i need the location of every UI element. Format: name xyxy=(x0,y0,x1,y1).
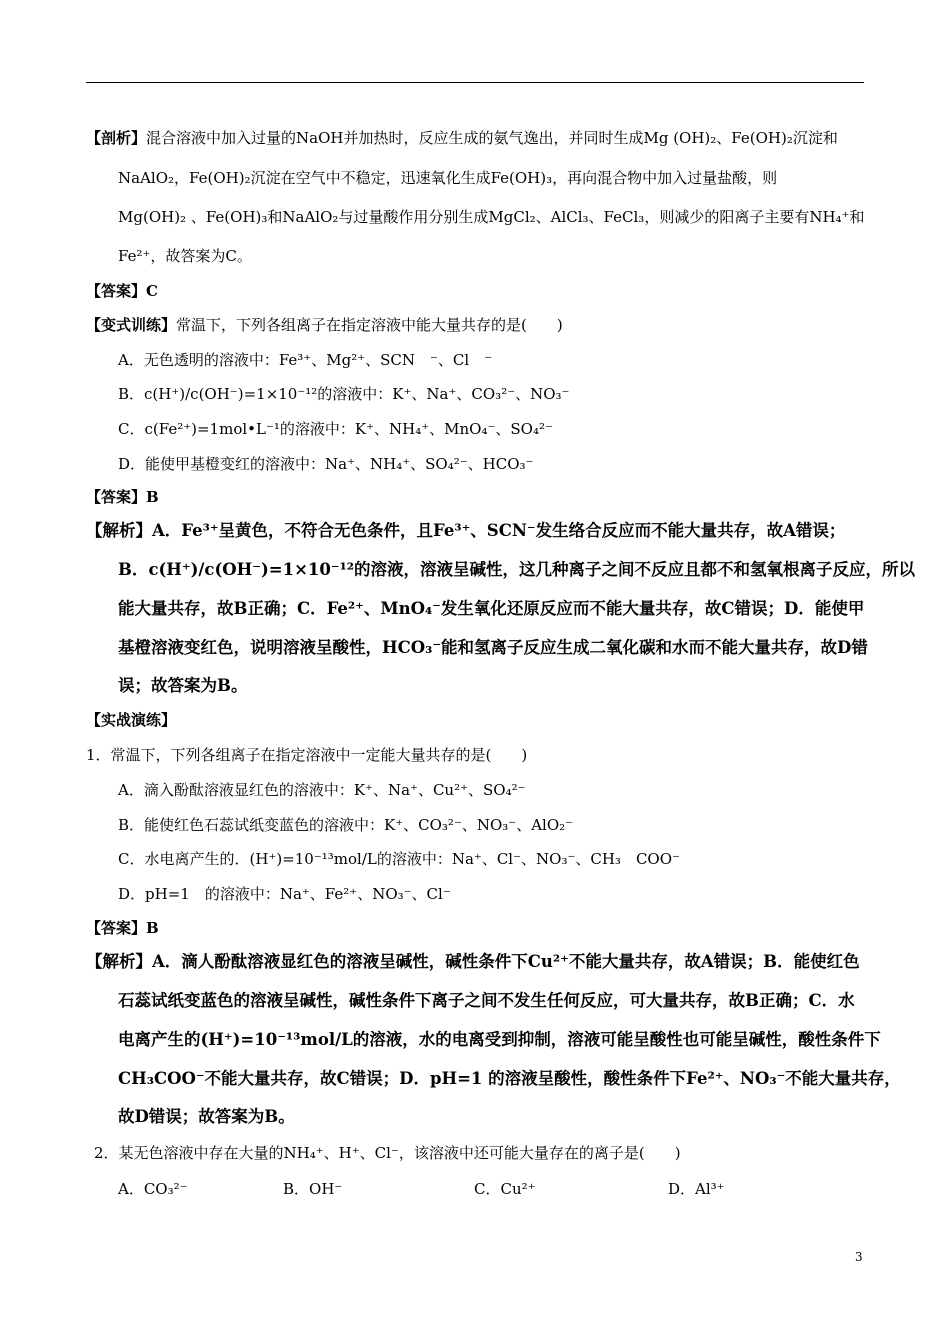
answer3: 【答案】B xyxy=(86,919,159,937)
analysis2-label: 【解析】 xyxy=(86,521,152,540)
q1-option-d: D．pH=1 的溶液中：Na⁺、Fe²⁺、NO₃⁻、Cl⁻ xyxy=(118,885,451,903)
q2-option-d: D．Al³⁺ xyxy=(668,1180,725,1198)
analysis1-line-2: NaAlO₂，Fe(OH)₂沉淀在空气中不稳定，迅速氧化生成Fe(OH)₃，再向混合物中加入过量盐酸，则 xyxy=(118,169,778,187)
variant-option-a: A．无色透明的溶液中：Fe³⁺、Mg²⁺、SCN ⁻、Cl ⁻ xyxy=(118,351,493,369)
analysis3-line-4: CH₃COO⁻不能大量共存，故C错误；D．pH=1 的溶液呈酸性，酸性条件下Fe²⁺、NO₃⁻不能大量共存， xyxy=(118,1069,901,1088)
page-number: 3 xyxy=(855,1250,863,1264)
variant-label: 【变式训练】 xyxy=(86,316,177,334)
analysis3-line-1: 【解析】A．滴人酚酞溶液显红色的溶液呈碱性，碱性条件下Cu²⁺不能大量共存，故A错误；B．能使红色 xyxy=(86,952,860,971)
analysis3-line-3: 电离产生的(H⁺)=10⁻¹³mol/L的溶液，水的电离受到抑制，溶液可能呈酸性也可能呈碱性，酸性条件下 xyxy=(118,1030,881,1049)
q1-option-a: A．滴入酚酞溶液显红色的溶液中：K⁺、Na⁺、Cu²⁺、SO₄²⁻ xyxy=(118,781,526,799)
analysis1-label: 【剖析】 xyxy=(86,129,147,147)
q2-stem: 2．某无色溶液中存在大量的NH₄⁺、H⁺、Cl⁻，该溶液中还可能大量存在的离子是( ) xyxy=(94,1144,681,1162)
analysis2-line-1: 【解析】A．Fe³⁺呈黄色，不符合无色条件，且Fe³⁺、SCN⁻发生络合反应而不能大量共存，故A错误； xyxy=(86,521,846,540)
variant-option-c: C．c(Fe²⁺)=1mol•L⁻¹的溶液中：K⁺、NH₄⁺、MnO₄⁻、SO₄²⁻ xyxy=(118,420,553,438)
analysis2-line-3: 能大量共存，故B正确；C．Fe²⁺、MnO₄⁻发生氧化还原反应而不能大量共存，故C错误；D．能使甲 xyxy=(118,599,865,618)
q1-option-b: B．能使红色石蕊试纸变蓝色的溶液中：K⁺、CO₃²⁻、NO₃⁻、AlO₂⁻ xyxy=(118,816,574,834)
analysis2-line-2: B．c(H⁺)/c(OH⁻)=1×10⁻¹²的溶液，溶液呈碱性，这几种离子之间不反应且都不和氢氧根离子反应，所以 xyxy=(118,560,916,579)
analysis3-line-2: 石蕊试纸变蓝色的溶液呈碱性，碱性条件下离子之间不发生任何反应，可大量共存，故B正确；C．水 xyxy=(118,991,855,1010)
q2-option-b: B．OH⁻ xyxy=(283,1180,343,1198)
analysis2-line-5: 误；故答案为B。 xyxy=(118,676,248,695)
practice-heading: 【实战演练】 xyxy=(86,711,177,729)
variant-stem: 【变式训练】常温下，下列各组离子在指定溶液中能大量共存的是( ) xyxy=(86,316,563,334)
variant-option-d: D．能使甲基橙变红的溶液中：Na⁺、NH₄⁺、SO₄²⁻、HCO₃⁻ xyxy=(118,455,534,473)
header-rule xyxy=(86,82,864,83)
answer2: 【答案】B xyxy=(86,488,159,506)
variant-option-b: B．c(H⁺)/c(OH⁻)=1×10⁻¹²的溶液中：K⁺、Na⁺、CO₃²⁻、NO₃⁻ xyxy=(118,385,570,403)
analysis1-line-1: 【剖析】混合溶液中加入过量的NaOH并加热时，反应生成的氨气逸出，并同时生成Mg (OH)₂、Fe(OH)₂沉淀和 xyxy=(86,129,838,147)
analysis1-line-3: Mg(OH)₂ 、Fe(OH)₃和NaAlO₂与过量酸作用分别生成MgCl₂、AlCl₃、FeCl₃，则减少的阳离子主要有NH₄⁺和 xyxy=(118,208,865,226)
q1-option-c: C．水电离产生的．(H⁺)=10⁻¹³mol/L的溶液中：Na⁺、Cl⁻、NO₃⁻、CH₃ COO⁻ xyxy=(118,850,680,868)
q2-option-a: A．CO₃²⁻ xyxy=(118,1180,188,1198)
q2-option-c: C．Cu²⁺ xyxy=(474,1180,536,1198)
analysis3-line-5: 故D错误；故答案为B。 xyxy=(118,1107,295,1126)
analysis2-line-4: 基橙溶液变红色，说明溶液呈酸性，HCO₃⁻能和氢离子反应生成二氧化碳和水而不能大量共存，故D错 xyxy=(118,638,868,657)
answer1: 【答案】C xyxy=(86,282,158,300)
q1-stem: 1．常温下，下列各组离子在指定溶液中一定能大量共存的是( ) xyxy=(86,746,528,764)
analysis3-label: 【解析】 xyxy=(86,952,152,971)
analysis1-line-4: Fe²⁺，故答案为C。 xyxy=(118,247,252,265)
